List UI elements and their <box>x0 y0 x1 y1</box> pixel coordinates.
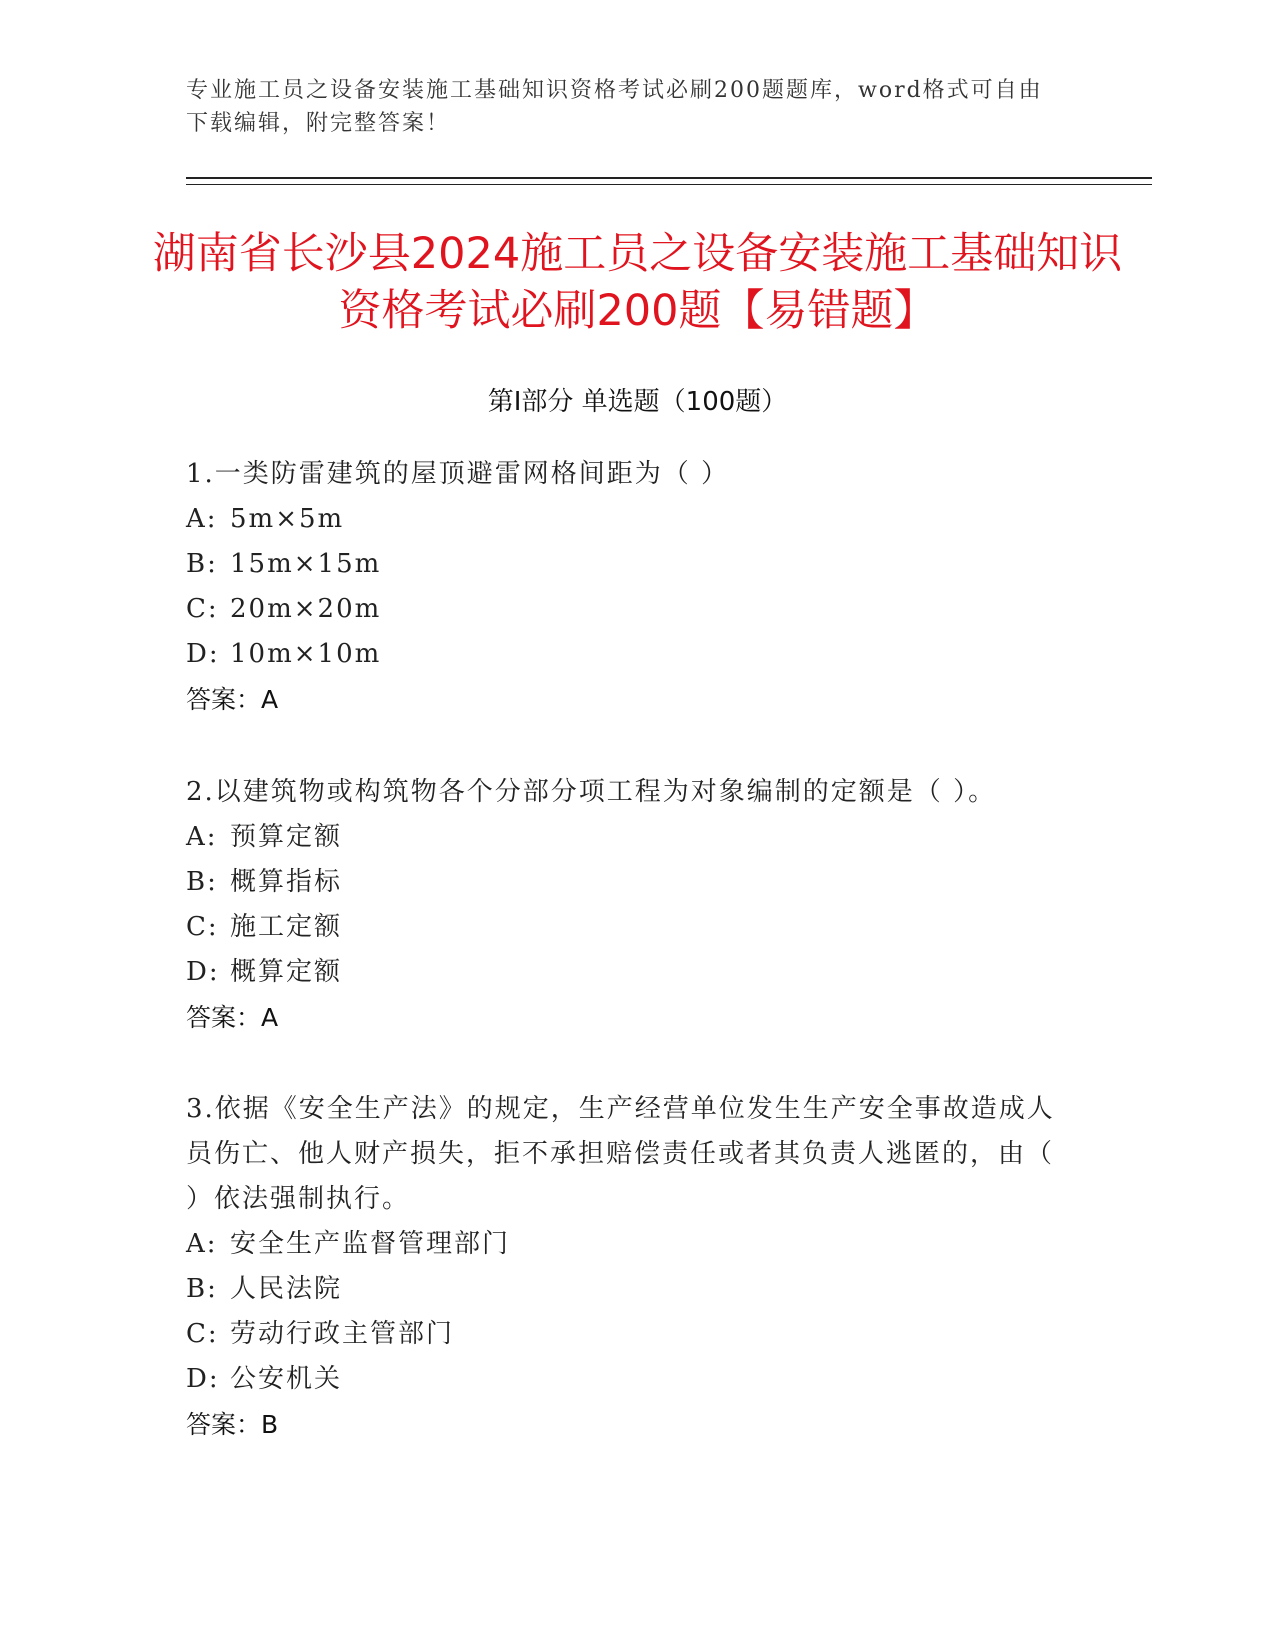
option-text: 概算定额 <box>230 957 343 987</box>
option-text: 人民法院 <box>230 1274 343 1304</box>
option-b <box>186 542 1066 587</box>
option-c <box>186 1312 1066 1357</box>
option-letter: A: <box>186 822 218 852</box>
option-text: 20m×20m <box>230 594 382 624</box>
option-letter: D: <box>186 957 220 987</box>
header-rule-thin <box>186 184 1152 185</box>
option-text: 概算指标 <box>230 867 343 897</box>
option-letter: B: <box>186 549 218 579</box>
option-text: 15m×15m <box>230 549 382 579</box>
option-text: 施工定额 <box>230 912 343 942</box>
question-text: 2.以建筑物或构筑物各个分部分项工程为对象编制的定额是（ ）。 <box>186 777 997 807</box>
option-letter: C: <box>186 594 219 624</box>
question-3 <box>186 1087 1066 1447</box>
option-text: 5m×5m <box>230 504 345 534</box>
question-text: 3.依据《安全生产法》的规定，生产经营单位发生生产安全事故造成人员伤亡、他人财产损失，拒不承担赔偿责任或者其负责人逃匿的，由（ ）依法强制执行。 <box>186 1094 1055 1214</box>
answer: 答案：A <box>186 1003 279 1032</box>
option-letter: B: <box>186 867 218 897</box>
option-text: 劳动行政主管部门 <box>230 1319 455 1349</box>
option-text: 公安机关 <box>230 1364 343 1394</box>
answer: 答案：B <box>186 1410 279 1439</box>
option-letter: D: <box>186 1364 220 1394</box>
question-1 <box>186 452 1066 722</box>
section-title: 第Ⅰ部分 单选题（100题） <box>487 387 788 417</box>
option-c <box>186 905 1066 950</box>
option-a <box>186 497 1066 542</box>
option-letter: D: <box>186 639 220 669</box>
option-letter: C: <box>186 1319 219 1349</box>
option-letter: A: <box>186 1229 218 1259</box>
option-letter: B: <box>186 1274 218 1304</box>
option-c <box>186 587 1066 632</box>
option-b <box>186 1267 1066 1312</box>
header-rule-thick <box>186 177 1152 179</box>
option-d <box>186 950 1066 995</box>
option-b <box>186 860 1066 905</box>
option-text: 预算定额 <box>230 822 343 852</box>
header-note: 专业施工员之设备安装施工基础知识资格考试必刷200题题库，word格式可自由下载编辑，附完整答案！ <box>186 78 1043 136</box>
option-letter: A: <box>186 504 218 534</box>
answer: 答案：A <box>186 685 279 714</box>
question-2 <box>186 770 1066 1040</box>
question-text: 1.一类防雷建筑的屋顶避雷网格间距为（ ） <box>186 459 730 489</box>
document-title: 湖南省长沙县2024施工员之设备安装施工基础知识资格考试必刷200题【易错题】 <box>152 229 1123 336</box>
option-letter: C: <box>186 912 219 942</box>
option-text: 安全生产监督管理部门 <box>230 1229 511 1259</box>
option-a <box>186 815 1066 860</box>
option-text: 10m×10m <box>230 639 382 669</box>
option-d <box>186 632 1066 677</box>
option-a <box>186 1222 1066 1267</box>
option-d <box>186 1357 1066 1402</box>
